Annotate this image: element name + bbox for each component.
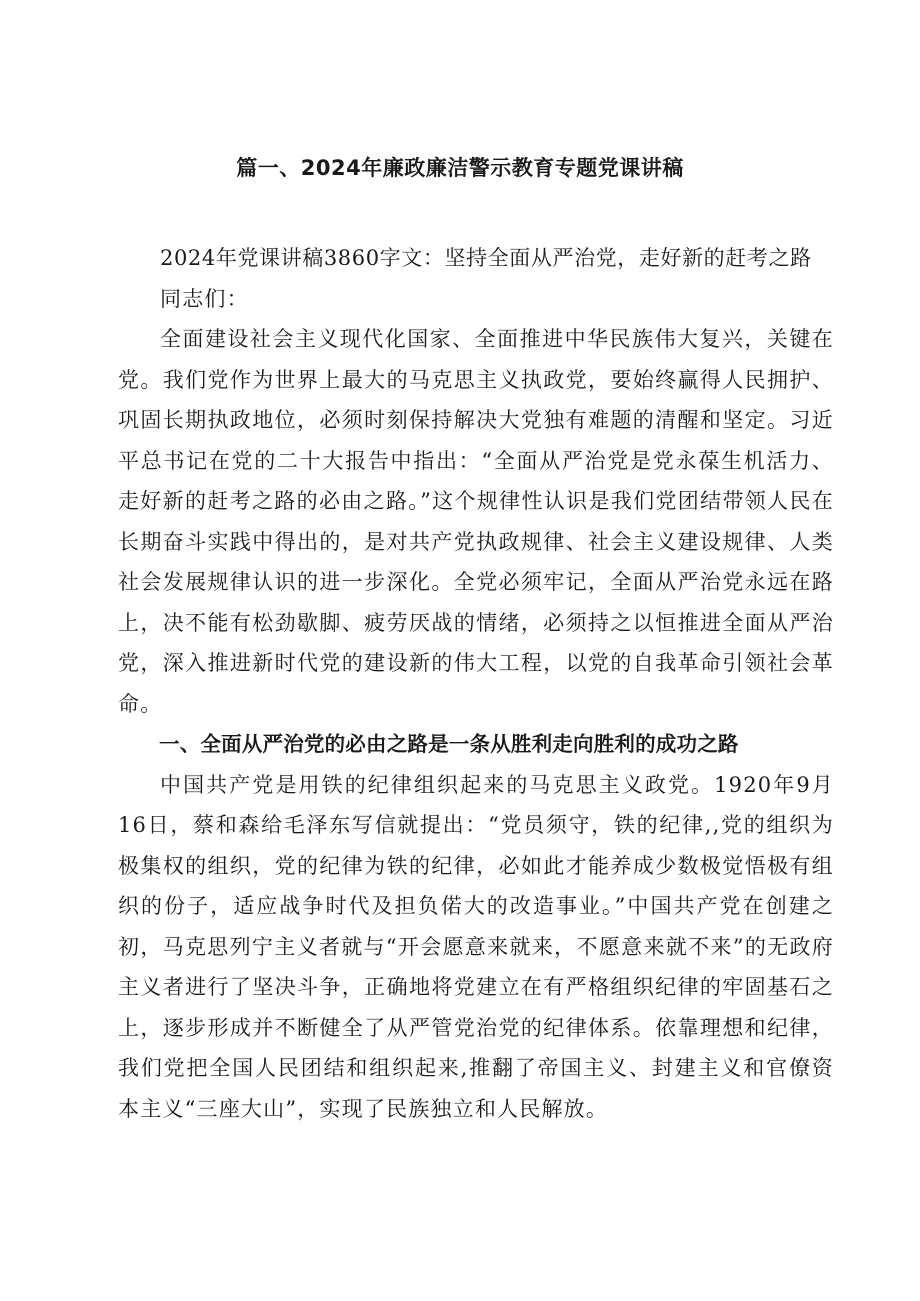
- lecture-subtitle: 2024年党课讲稿3860字文：坚持全面从严治党，走好新的赶考之路: [160, 246, 812, 270]
- body-paragraph: 中国共产党是用铁的纪律组织起来的马克思主义政党。1920年9月16日，蔡和森给毛泽东写信就提出：“党员须守，铁的纪律,,党的组织为极集权的组织，党的纪律为铁的纪律，必如此才能养成少数极觉悟极有组织的份子，适应战争时代及担负偌大的改造事业。”中国共产党在创建之初，马克思列宁主义者就与“开会愿意来就来，不愿意来就不来”的无政府主义者进行了坚决斗争，正确地将党建立在有严格组织纪律的牢固基石之上，逐步形成并不断健全了从严管党治党的纪律体系。依靠理想和纪律，我们党把全国人民团结和组织起来,推翻了帝国主义、封建主义和官僚资本主义“三座大山”，实现了民族独立和人民解放。: [118, 772, 834, 1121]
- document-title: 篇一、2024年廉政廉洁警示教育专题党课讲稿: [236, 156, 684, 180]
- body-paragraph: 全面建设社会主义现代化国家、全面推进中华民族伟大复兴，关键在党。我们党作为世界上最大的马克思主义执政党，要始终赢得人民拥护、巩固长期执政地位，必须时刻保持解决大党独有难题的清醒和坚定。习近平总书记在党的二十大报告中指出：“全面从严治党是党永葆生机活力、走好新的赶考之路的必由之路。”这个规律性认识是我们党团结带领人民在长期奋斗实践中得出的，是对共产党执政规律、社会主义建设规律、人类社会发展规律认识的进一步深化。全党必须牢记，全面从严治党永远在路上，决不能有松劲歇脚、疲劳厌战的情绪，必须持之以恒推进全面从严治党，深入推进新时代党的建设新的伟大工程，以党的自我革命引领社会革命。: [118, 327, 834, 716]
- document-body: [118, 238, 834, 1129]
- salutation: 同志们：: [160, 286, 249, 311]
- section-heading: 一、全面从严治党的必由之路是一条从胜利走向胜利的成功之路: [159, 732, 739, 756]
